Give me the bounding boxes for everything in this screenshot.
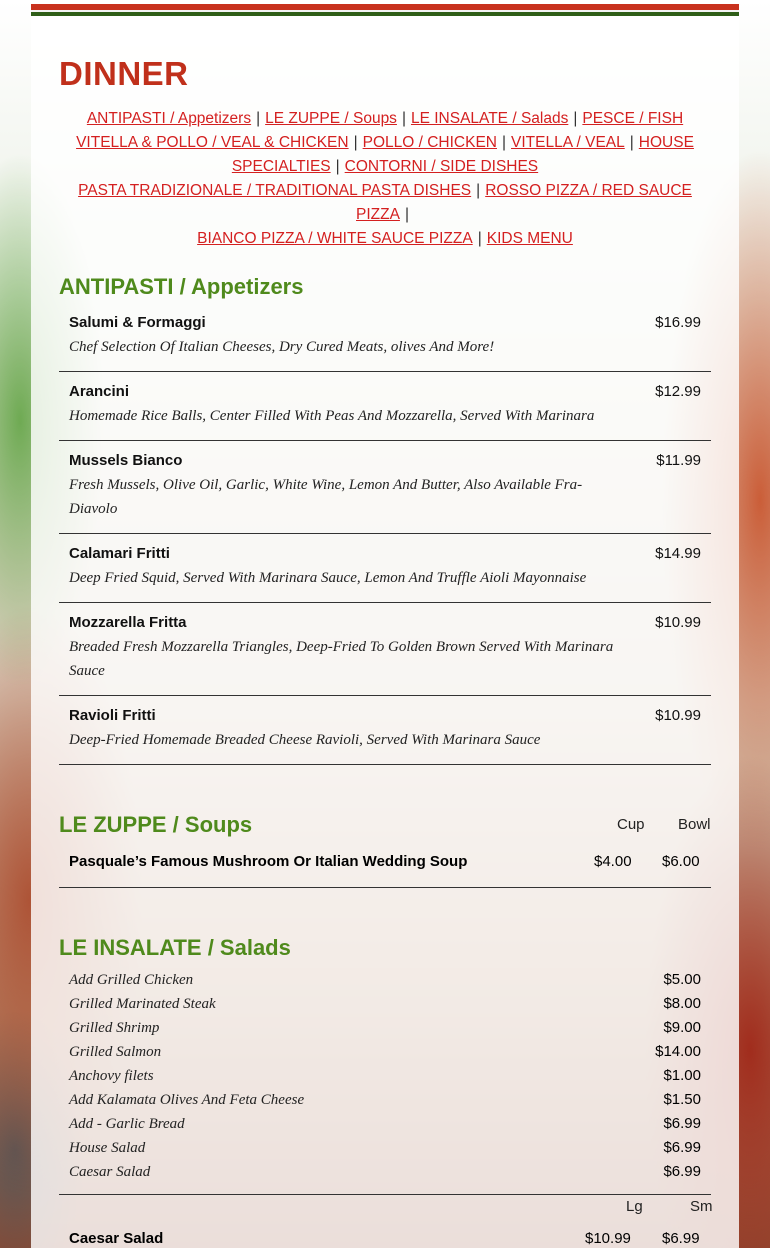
item-description: Deep-Fried Homemade Breaded Cheese Ravioli, Served With Marinara Sauce [69,732,541,748]
item-name: Ravioli Fritti [69,707,156,724]
item-description: Chef Selection Of Italian Cheeses, Dry Cured Meats, olives And More! [69,339,495,355]
menu-panel [31,4,739,1248]
item-name: House Salad [69,1140,146,1156]
menu-item [59,441,711,534]
salad-addon-list [59,964,711,1195]
item-name: Add - Garlic Bread [69,1116,185,1132]
item-price-bowl: $6.00 [662,853,700,870]
list-item [69,1040,701,1064]
item-name: Arancini [69,383,130,400]
nav-link-soups[interactable]: LE ZUPPE / Soups [265,110,397,127]
menu-item [59,534,711,603]
item-name: Pasquale’s Famous Mushroom Or Italian Wedding Soup [69,853,468,870]
item-name: Mozzarella Fritta [69,614,187,631]
item-price: $11.99 [656,452,701,469]
menu-item [59,1221,711,1251]
nav-link-veal-chicken[interactable]: VITELLA & POLLO / VEAL & CHICKEN [76,134,349,151]
menu-item [59,841,711,888]
item-price: $10.99 [655,707,701,724]
section-title-appetizers: ANTIPASTI / Appetizers [59,274,304,299]
nav-separator: | [629,134,634,151]
item-price: $6.99 [663,1139,701,1156]
nav-link-side-dishes[interactable]: CONTORNI / SIDE DISHES [344,158,539,175]
item-price: $8.00 [663,995,701,1012]
item-description: Breaded Fresh Mozzarella Triangles, Deep-Fried To Golden Brown Served With Marinara Sauce [69,639,614,679]
item-price-large: $10.99 [585,1230,631,1247]
menu-item [59,372,711,441]
nav-link-chicken[interactable]: POLLO / CHICKEN [362,134,497,151]
item-name: Anchovy filets [69,1068,154,1084]
category-nav [59,107,711,251]
item-price: $16.99 [655,314,701,331]
menu-item [59,696,711,765]
item-price: $1.50 [663,1091,701,1108]
appetizers-section [59,271,711,765]
item-description: Homemade Rice Balls, Center Filled With Peas And Mozzarella, Served With Marinara [69,408,595,424]
item-name: Salumi & Formaggi [69,314,206,331]
item-price: $6.99 [663,1115,701,1132]
nav-link-house-specialties[interactable]: HOUSE SPECIALTIES [231,134,694,175]
item-price: $12.99 [655,383,701,400]
list-item [69,1160,701,1184]
nav-link-salads[interactable]: LE INSALATE / Salads [410,110,569,127]
column-header-large: Lg [626,1198,643,1215]
item-name: Grilled Marinated Steak [69,996,216,1012]
salads-section [59,932,711,1251]
item-name: Add Kalamata Olives And Feta Cheese [69,1092,305,1108]
item-name: Grilled Shrimp [69,1020,160,1036]
section-title-salads: LE INSALATE / Salads [59,935,291,960]
column-header-bowl: Bowl [678,816,711,833]
nav-link-white-pizza[interactable]: BIANCO PIZZA / WHITE SAUCE PIZZA [197,230,473,247]
item-price-cup: $4.00 [594,853,632,870]
section-title-soups: LE ZUPPE / Soups [59,812,253,837]
column-header-cup: Cup [617,816,645,833]
soups-header [59,809,711,841]
top-stripe-green [31,12,739,16]
item-price-small: $6.99 [662,1230,700,1247]
nav-separator: | [256,110,261,127]
nav-separator: | [404,206,409,223]
item-description: Deep Fried Squid, Served With Marinara Sauce, Lemon And Truffle Aioli Mayonnaise [69,570,587,586]
nav-link-traditional-pasta[interactable]: PASTA TRADIZIONALE / TRADITIONAL PASTA DISHES [78,182,472,199]
soups-section [59,809,711,888]
nav-link-veal[interactable]: VITELLA / VEAL [511,134,625,151]
nav-separator: | [335,158,340,175]
nav-separator: | [476,182,481,199]
list-item [69,1088,701,1112]
nav-separator: | [401,110,406,127]
nav-separator: | [353,134,358,151]
list-item [69,968,701,992]
nav-separator: | [573,110,578,127]
nav-separator: | [502,134,507,151]
item-price: $1.00 [663,1067,701,1084]
size-headers [59,1195,711,1221]
column-header-small: Sm [690,1198,713,1215]
item-name: Caesar Salad [69,1230,164,1247]
item-price: $6.99 [663,1163,701,1180]
page-title: DINNER [59,55,189,92]
list-item [69,1064,701,1088]
item-name: Grilled Salmon [69,1044,162,1060]
item-name: Caesar Salad [69,1164,151,1180]
list-item [69,1136,701,1160]
item-name: Add Grilled Chicken [69,972,194,988]
nav-link-red-pizza[interactable]: ROSSO PIZZA / RED SAUCE PIZZA [356,182,692,223]
menu-item [59,603,711,696]
list-item [69,992,701,1016]
nav-link-kids-menu[interactable]: KIDS MENU [486,230,573,247]
item-price: $14.99 [655,545,701,562]
item-description: Fresh Mussels, Olive Oil, Garlic, White Wine, Lemon And Butter, Also Available Fra-Diavolo [69,477,583,517]
list-item [69,1112,701,1136]
item-price: $5.00 [663,971,701,988]
menu-item [59,303,711,372]
item-name: Calamari Fritti [69,545,170,562]
item-name: Mussels Bianco [69,452,183,469]
nav-separator: | [477,230,482,247]
item-price: $10.99 [655,614,701,631]
nav-link-appetizers[interactable]: ANTIPASTI / Appetizers [86,110,252,127]
item-price: $9.00 [663,1019,701,1036]
list-item [69,1016,701,1040]
nav-link-fish[interactable]: PESCE / FISH [582,110,684,127]
item-price: $14.00 [655,1043,701,1060]
